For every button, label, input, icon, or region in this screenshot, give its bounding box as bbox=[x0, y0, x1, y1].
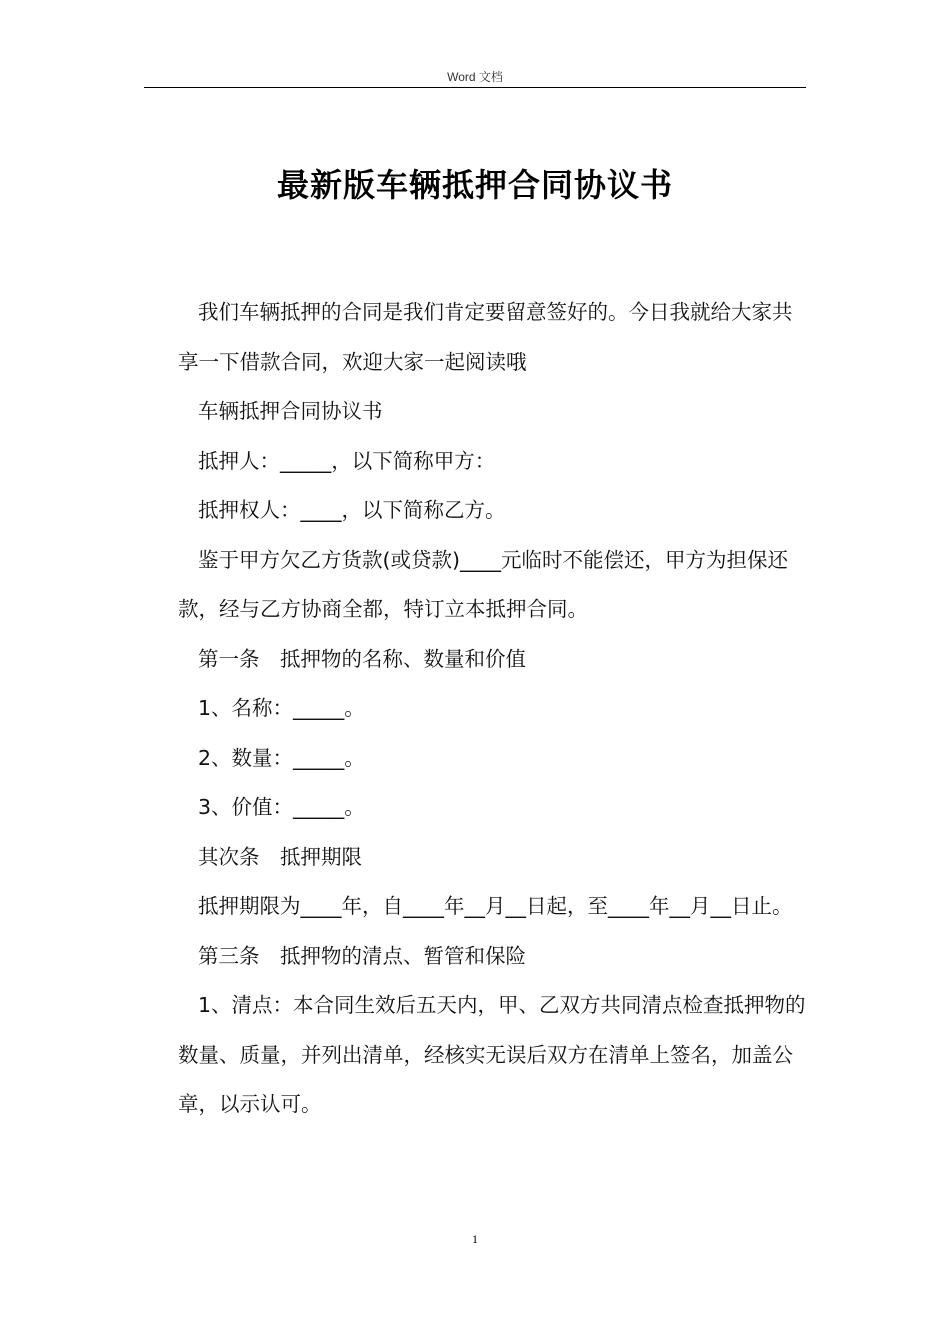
article-1-item-value: 3、价值：_____。 bbox=[198, 795, 365, 819]
article-1-item-name: 1、名称：_____。 bbox=[198, 696, 365, 720]
page-number: 1 bbox=[472, 1232, 478, 1246]
paragraph-mortgagee: 抵押权人：____，以下简称乙方。 bbox=[198, 498, 506, 522]
paragraph-preamble: 鉴于甲方欠乙方货款(或贷款)____元临时不能偿还，甲方为担保还款，经与乙方协商全都，特订立本抵押合同。 bbox=[178, 547, 788, 621]
article-1-heading: 第一条 抵押物的名称、数量和价值 bbox=[198, 646, 526, 671]
paragraph-subtitle: 车辆抵押合同协议书 bbox=[198, 399, 383, 423]
header-divider bbox=[144, 87, 806, 88]
article-2-heading: 其次条 抵押期限 bbox=[198, 844, 362, 869]
document-body bbox=[178, 288, 806, 1130]
page-header-text: Word 文档 bbox=[447, 70, 503, 84]
paragraph-intro: 我们车辆抵押的合同是我们肯定要留意签好的。今日我就给大家共享一下借款合同，欢迎大家一起阅读哦 bbox=[178, 300, 793, 374]
article-3-heading: 第三条 抵押物的清点、暂管和保险 bbox=[198, 943, 526, 968]
document-title: 最新版车辆抵押合同协议书 bbox=[276, 166, 673, 204]
paragraph-mortgagor: 抵押人：_____，以下简称甲方： bbox=[198, 448, 496, 473]
article-3-item-inventory: 1、清点：本合同生效后五天内，甲、乙双方共同清点检查抵押物的数量、质量，并列出清单，经核实无误后双方在清单上签名，加盖公章，以示认可。 bbox=[178, 993, 806, 1116]
article-1-item-quantity: 2、数量：_____。 bbox=[198, 745, 365, 770]
article-2-term: 抵押期限为____年，自____年__月__日起，至____年__月__日止。 bbox=[198, 894, 793, 918]
